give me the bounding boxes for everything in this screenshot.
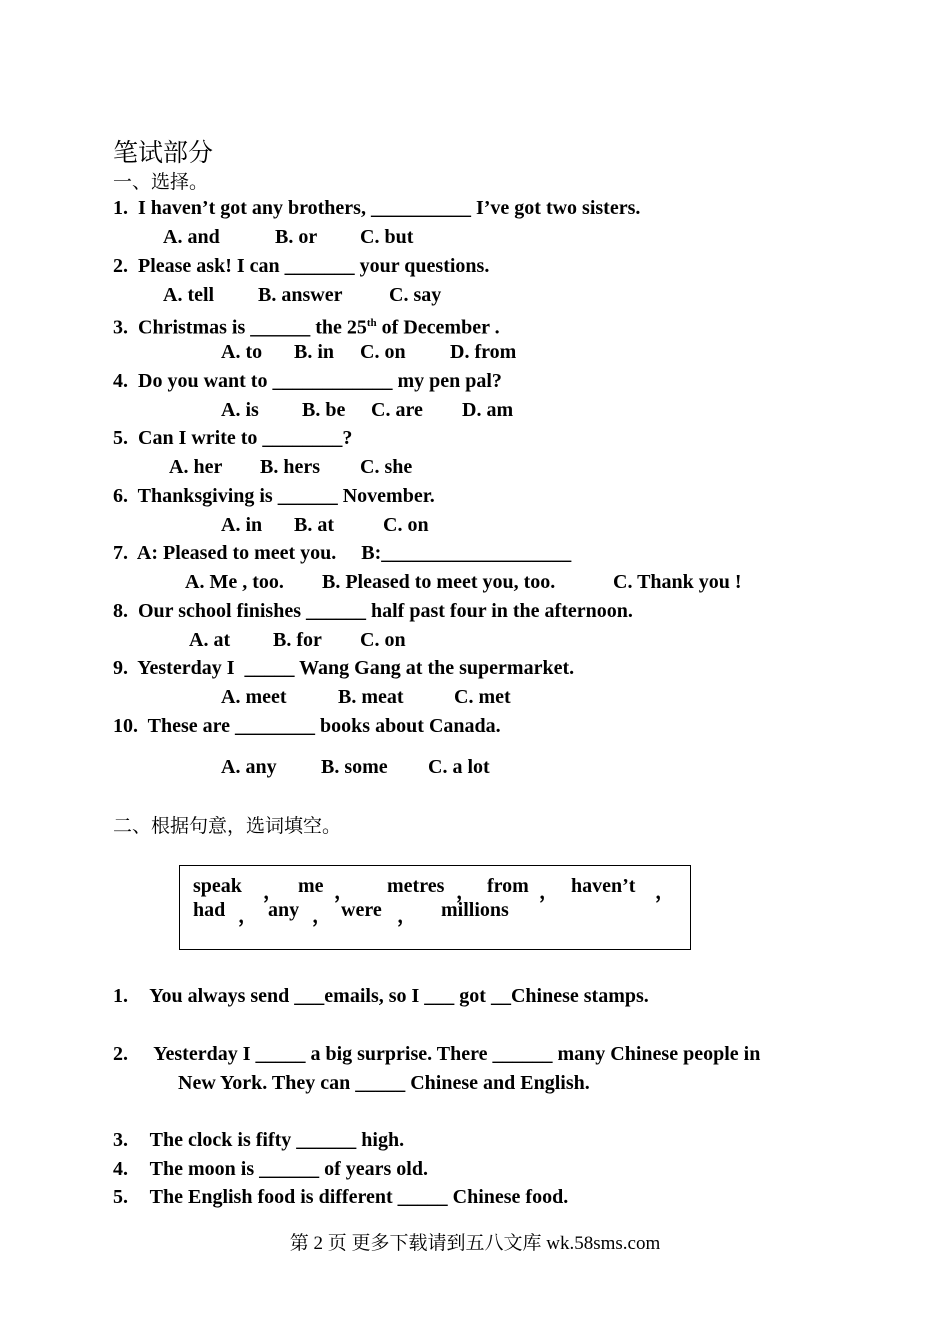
word-bank-separator: ， (312, 905, 332, 927)
sentence-number: 2. (113, 1043, 128, 1065)
option: C. say (389, 284, 442, 306)
question-number: 5. (113, 427, 128, 449)
option: C. met (454, 686, 511, 708)
question-text: Our school finishes ______ half past four in the afternoon. (138, 600, 633, 622)
word-bank-word: were (341, 899, 382, 921)
question-text: Please ask! I can _______ your questions. (138, 255, 490, 277)
option: A. Me , too. (185, 571, 284, 593)
question-text: Christmas is ______ the 25 (138, 316, 367, 339)
question-text: Thanksgiving is ______ November. (137, 485, 435, 507)
word-bank-separator: ， (539, 881, 559, 903)
word-bank-word: any (268, 899, 300, 921)
question-10 (113, 714, 501, 738)
option: A. is (221, 399, 259, 421)
question-text: Can I write to ________? (138, 427, 353, 449)
question-number: 1. (113, 197, 128, 219)
option: C. but (360, 226, 414, 248)
sentence-number: 4. (113, 1158, 128, 1180)
question-number: 8. (113, 600, 128, 622)
option: A. at (189, 629, 231, 651)
word-bank-word: had (193, 899, 226, 921)
sentence-text: Yesterday I _____ a big surprise. There ______ many Chinese people in (153, 1043, 761, 1065)
question-7 (113, 541, 571, 565)
part2-heading: 二、根据句意，选词填空。 (113, 815, 342, 837)
sentence-number: 1. (113, 985, 128, 1007)
option: C. are (371, 399, 423, 421)
option: D. from (450, 341, 517, 363)
word-bank-word: from (487, 875, 529, 897)
question-text: of December . (376, 316, 500, 339)
option: B. at (294, 514, 334, 536)
option: D. am (462, 399, 514, 421)
option: B. answer (258, 284, 343, 306)
question-3 (113, 311, 500, 340)
option: C. Thank you ! (613, 571, 742, 593)
option: B. some (321, 756, 388, 778)
question-number: 7. (113, 542, 128, 564)
question-number: 6. (113, 485, 128, 507)
sentence-number: 3. (113, 1129, 128, 1151)
option: B. or (275, 226, 318, 248)
word-bank-separator: ， (238, 905, 258, 927)
sentence-number: 5. (113, 1186, 128, 1208)
sentence-text: The English food is different _____ Chinese food. (149, 1186, 569, 1208)
sentence-text: The moon is ______ of years old. (149, 1158, 428, 1180)
fill-sentence-3 (113, 1128, 404, 1152)
question-4 (113, 369, 502, 393)
word-bank-separator: ， (263, 881, 283, 903)
question-2 (113, 254, 489, 278)
word-bank-word: metres (387, 875, 445, 897)
question-text: Do you want to ____________ my pen pal? (138, 370, 502, 392)
part1-heading: 一、选择。 (113, 171, 209, 193)
option: C. on (360, 341, 406, 363)
question-8 (113, 599, 633, 623)
option: B. in (294, 341, 335, 363)
question-number: 3. (113, 316, 128, 339)
question-text: I haven’t got any brothers, __________ I’ve got two sisters. (138, 197, 641, 219)
word-bank-separator: ， (334, 881, 354, 903)
word-bank-separator: ， (655, 881, 675, 903)
sentence-text: You always send ___emails, so I ___ got __Chinese stamps. (149, 985, 649, 1007)
option: C. a lot (428, 756, 490, 778)
page-footer: 第 2 页 更多下载请到五八文库 wk.58sms.com (289, 1233, 661, 1254)
sentence-text-continued: New York. They can _____ Chinese and English. (178, 1072, 590, 1094)
fill-sentence-1 (113, 984, 649, 1008)
option: A. meet (221, 686, 287, 708)
fill-sentence-5 (113, 1185, 568, 1209)
option: C. on (360, 629, 406, 651)
question-number: 10. (113, 715, 138, 737)
option: B. hers (260, 456, 320, 478)
question-text: Yesterday I _____ Wang Gang at the supermarket. (137, 657, 575, 679)
option: A. any (221, 756, 277, 778)
option: A. in (221, 514, 263, 536)
question-number: 9. (113, 657, 128, 679)
option: C. on (383, 514, 429, 536)
option: B. Pleased to meet you, too. (322, 571, 556, 593)
question-text: A: Pleased to meet you. B:___________________ (136, 542, 572, 564)
word-bank-word: haven’t (571, 875, 636, 897)
word-bank-word: millions (441, 899, 509, 921)
page-title: 笔试部分 (113, 138, 214, 167)
option: C. she (360, 456, 413, 478)
option: A. and (163, 226, 220, 248)
question-number: 2. (113, 255, 128, 277)
question-9 (113, 656, 574, 680)
word-bank-word: me (298, 875, 324, 897)
fill-sentence-4 (113, 1157, 428, 1181)
superscript: th (366, 317, 377, 329)
question-5 (113, 426, 352, 450)
fill-sentence-2 (113, 1042, 760, 1066)
option: B. for (273, 629, 322, 651)
question-6 (113, 484, 435, 508)
word-bank-separator: ， (397, 905, 417, 927)
word-bank-box (179, 865, 691, 950)
word-bank-separator: ， (456, 881, 476, 903)
option: B. be (302, 399, 346, 421)
sentence-text: The clock is fifty ______ high. (149, 1129, 405, 1151)
question-1 (113, 196, 640, 220)
question-text: These are ________ books about Canada. (147, 715, 501, 737)
option: A. tell (163, 284, 215, 306)
option: B. meat (338, 686, 404, 708)
question-number: 4. (113, 370, 128, 392)
option: A. to (221, 341, 263, 363)
word-bank-word: speak (193, 875, 242, 897)
option: A. her (169, 456, 223, 478)
